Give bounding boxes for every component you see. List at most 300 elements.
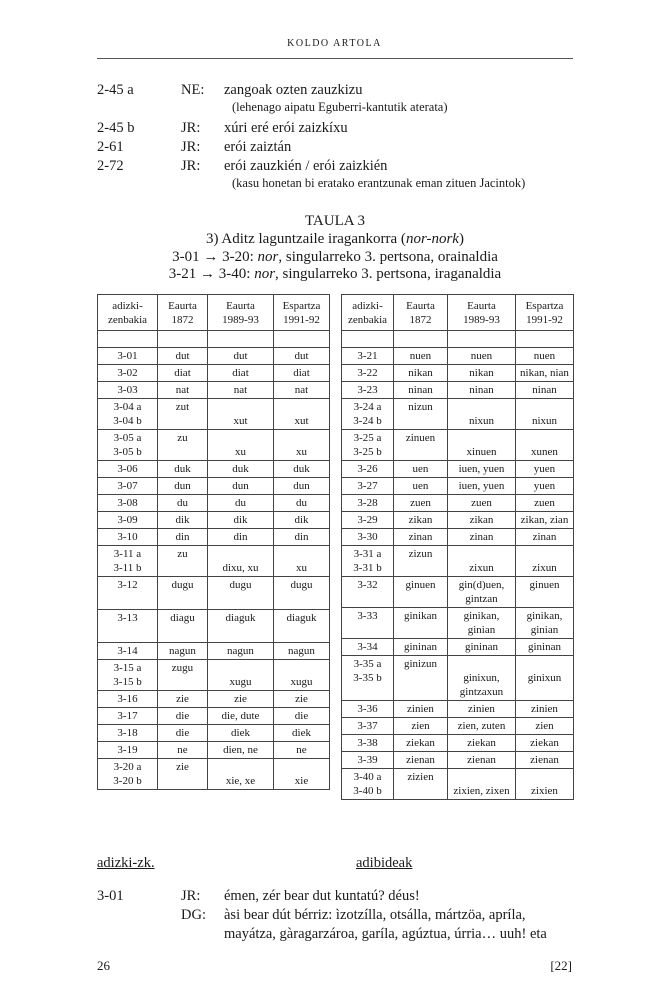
cell-line: 3-24 a <box>353 401 382 413</box>
form-cell <box>208 365 274 382</box>
cell-line <box>396 414 445 428</box>
cell-line: dugu <box>171 579 194 591</box>
form-number-cell <box>342 382 394 399</box>
cell-line: du <box>296 497 307 509</box>
form-cell <box>448 529 516 546</box>
speaker: NE: <box>181 82 205 98</box>
form-cell <box>274 691 330 708</box>
form-cell <box>208 577 274 610</box>
table-row <box>98 461 330 478</box>
section-label-forms: adizki-zk. <box>97 855 155 871</box>
form-cell <box>394 430 448 461</box>
verb-table-past <box>341 294 574 800</box>
cell-line: zinan <box>408 531 433 543</box>
form-cell <box>158 610 208 643</box>
form-number-cell <box>342 735 394 752</box>
form-cell <box>394 461 448 478</box>
form-cell <box>208 643 274 660</box>
example-code: 2-72 <box>97 158 124 174</box>
form-cell <box>516 399 574 430</box>
column-header: Espartza 1991-92 <box>516 295 574 331</box>
form-cell <box>516 769 574 800</box>
form-cell <box>274 512 330 529</box>
table-row <box>98 725 330 742</box>
form-cell <box>158 643 208 660</box>
form-number-cell <box>98 643 158 660</box>
cell-line <box>396 561 445 575</box>
cell-line: zinuen <box>405 432 436 444</box>
form-cell <box>448 735 516 752</box>
cell-line: die, dute <box>221 710 260 722</box>
header-rule <box>97 58 573 59</box>
cell-line: ginikan <box>404 610 437 622</box>
cell-line <box>518 431 571 445</box>
cell-line: dut <box>175 350 190 362</box>
form-cell <box>274 546 330 577</box>
example-note: (kasu honetan bi eratako erantzunak eman zituen Jacintok) <box>232 176 526 190</box>
cell-line: ne <box>296 744 307 756</box>
cell-line: diaguk <box>286 612 317 624</box>
cell-line: nat <box>294 384 309 396</box>
form-cell <box>158 348 208 365</box>
cell-line: dut <box>233 350 248 362</box>
cell-line: zut <box>175 401 190 413</box>
form-cell <box>516 752 574 769</box>
table-subtitle: 3) Aditz laguntzaile iragankorra (nor-nork) <box>206 231 464 247</box>
cell-line: 3-04 b <box>113 415 142 427</box>
cell-line <box>518 400 571 414</box>
table-row <box>98 742 330 759</box>
cell-line: diat <box>174 367 191 379</box>
cell-line: xunen <box>531 446 558 458</box>
cell-line: ginian <box>467 624 496 636</box>
table-row <box>342 461 574 478</box>
example-note: (lehenago aipatu Eguberri-kantutik aterata) <box>232 100 448 114</box>
form-number-cell <box>342 752 394 769</box>
cell-line: zizien <box>407 771 434 783</box>
cell-line: yuen <box>533 480 556 492</box>
cell-line: 3-15 b <box>113 676 142 688</box>
cell-line: nuen <box>409 350 432 362</box>
cell-line: zixun <box>469 562 494 574</box>
speaker: JR: <box>181 888 201 904</box>
form-cell <box>158 495 208 512</box>
form-cell <box>208 725 274 742</box>
form-cell <box>208 478 274 495</box>
form-cell <box>158 660 208 691</box>
cell-line: din <box>294 531 309 543</box>
cell-line: zikan <box>469 514 494 526</box>
form-cell <box>394 752 448 769</box>
cell-line: nagun <box>288 645 315 657</box>
cell-line: 3-38 <box>357 737 378 749</box>
cell-line: gininan <box>465 641 498 653</box>
cell-line: die <box>175 727 190 739</box>
cell-line: 3-31 b <box>353 562 382 574</box>
cell-line: 3-27 <box>357 480 378 492</box>
cell-line: 3-17 <box>117 710 138 722</box>
cell-line <box>160 414 205 428</box>
form-cell <box>274 348 330 365</box>
cell-line <box>160 675 205 689</box>
form-cell <box>394 639 448 656</box>
cell-line: nixun <box>468 415 495 427</box>
form-cell <box>394 478 448 495</box>
table-row <box>342 718 574 735</box>
cell-line: 3-34 <box>357 641 378 653</box>
form-cell <box>208 546 274 577</box>
form-cell <box>516 478 574 495</box>
cell-line: zikan <box>408 514 433 526</box>
form-cell <box>208 742 274 759</box>
form-number-cell <box>98 478 158 495</box>
column-header: Eaurta 1872 <box>394 295 448 331</box>
cell-line <box>276 400 327 414</box>
cell-line <box>518 685 571 699</box>
cell-line: 3-02 <box>117 367 138 379</box>
table-header-row <box>98 295 330 331</box>
cell-line: zixun <box>532 562 557 574</box>
form-cell <box>448 348 516 365</box>
cell-line: 3-37 <box>357 720 378 732</box>
cell-line: 3-40 b <box>353 785 382 797</box>
cell-line: xu <box>296 562 307 574</box>
form-cell <box>516 382 574 399</box>
form-cell <box>516 608 574 639</box>
form-number-cell <box>98 691 158 708</box>
cell-line <box>450 657 513 671</box>
form-cell <box>448 608 516 639</box>
cell-line: 3-18 <box>117 727 138 739</box>
cell-line: ginian <box>530 624 559 636</box>
form-cell <box>158 461 208 478</box>
table-row <box>342 430 574 461</box>
cell-line <box>344 685 391 699</box>
table-row <box>98 495 330 512</box>
cell-line: 3-23 <box>357 384 378 396</box>
table-row <box>98 546 330 577</box>
dialogue-line: émen, zér bear dut kuntatú? déus! <box>224 888 420 904</box>
table-row <box>342 735 574 752</box>
cell-line: zu <box>177 548 188 560</box>
column-header: Eaurta 1872 <box>158 295 208 331</box>
cell-line: ginixun <box>527 672 562 684</box>
form-number-cell <box>342 546 394 577</box>
cell-line: nikan, nian <box>520 367 569 379</box>
form-cell <box>448 546 516 577</box>
table-row <box>342 546 574 577</box>
cell-line: zie <box>176 693 189 705</box>
cell-line: 3-05 a <box>113 432 142 444</box>
table-header-row <box>342 295 574 331</box>
form-cell <box>274 708 330 725</box>
cell-line: nuen <box>533 350 556 362</box>
cell-line: zien <box>411 720 430 732</box>
table-row <box>342 399 574 430</box>
cell-line: zie <box>176 761 189 773</box>
cell-line: zixien, zixen <box>453 785 510 797</box>
form-number-cell <box>98 708 158 725</box>
form-number-cell <box>342 769 394 800</box>
example-text: erói zauzkién / erói zaizkién <box>224 158 388 174</box>
form-cell <box>448 577 516 608</box>
table-row <box>98 478 330 495</box>
column-header: Eaurta 1989-93 <box>208 295 274 331</box>
dialogue-line: mayátza, gàragarzároa, garíla, agúztua, úrria… uuh! eta <box>224 926 547 942</box>
form-cell <box>274 461 330 478</box>
cell-line: zuen <box>471 497 492 509</box>
cell-line: zienan <box>406 754 435 766</box>
form-cell <box>274 430 330 461</box>
cell-line: nizun <box>408 401 433 413</box>
cell-line: 3-40 a <box>353 771 382 783</box>
cell-line: 3-20 b <box>113 775 142 787</box>
table-row <box>342 769 574 800</box>
form-cell <box>394 546 448 577</box>
cell-line: nagun <box>169 645 196 657</box>
table-row <box>342 348 574 365</box>
cell-line: dik <box>294 514 309 526</box>
table-row <box>98 759 330 790</box>
table-label: TAULA 3 <box>304 213 366 229</box>
form-cell <box>394 382 448 399</box>
cell-line: 3-24 b <box>353 415 382 427</box>
cell-line: die <box>175 710 190 722</box>
cell-line <box>160 774 205 788</box>
form-cell <box>516 430 574 461</box>
cell-line: dixu, xu <box>222 562 259 574</box>
form-cell <box>158 529 208 546</box>
speaker: DG: <box>181 907 206 923</box>
cell-line: nixun <box>531 415 558 427</box>
cell-line: dugu <box>229 579 252 591</box>
cell-line: 3-13 <box>117 612 138 624</box>
cell-line <box>450 770 513 784</box>
form-cell <box>394 348 448 365</box>
page-reference: [22] <box>550 958 572 973</box>
form-number-cell <box>98 660 158 691</box>
cell-line: 3-08 <box>117 497 138 509</box>
column-header: Eaurta 1989-93 <box>448 295 516 331</box>
form-number-cell <box>98 742 158 759</box>
form-number-cell <box>98 546 158 577</box>
cell-line: dugu <box>290 579 313 591</box>
cell-line: 3-06 <box>117 463 138 475</box>
form-number-cell <box>342 608 394 639</box>
cell-line <box>276 760 327 774</box>
form-number-cell <box>342 718 394 735</box>
cell-line <box>160 445 205 459</box>
form-cell <box>394 577 448 608</box>
cell-line: 3-16 <box>117 693 138 705</box>
blank-row <box>342 331 574 348</box>
form-cell <box>158 365 208 382</box>
form-number-cell <box>98 461 158 478</box>
form-cell <box>208 430 274 461</box>
cell-line: 3-33 <box>357 610 378 622</box>
cell-line: nuen <box>470 350 493 362</box>
cell-line: uen <box>412 480 429 492</box>
cell-line: 3-04 a <box>113 401 142 413</box>
cell-line: 3-10 <box>117 531 138 543</box>
example-code: 2-61 <box>97 139 124 155</box>
cell-line: ginixun, <box>463 672 500 684</box>
table-row <box>342 478 574 495</box>
cell-line: nagun <box>227 645 254 657</box>
cell-line: diat <box>232 367 249 379</box>
cell-line <box>396 592 445 606</box>
form-cell <box>448 478 516 495</box>
form-cell <box>158 742 208 759</box>
cell-line: du <box>235 497 246 509</box>
table-row <box>342 639 574 656</box>
form-number-cell <box>342 365 394 382</box>
form-cell <box>274 382 330 399</box>
speaker: JR: <box>181 158 201 174</box>
form-number-cell <box>342 656 394 701</box>
form-cell <box>448 639 516 656</box>
cell-line: zienan <box>467 754 496 766</box>
form-cell <box>394 365 448 382</box>
cell-line: ginizun <box>404 658 437 670</box>
cell-line: xie, xe <box>225 775 256 787</box>
form-number-cell <box>342 495 394 512</box>
cell-line: 3-30 <box>357 531 378 543</box>
form-number-cell <box>342 461 394 478</box>
table-row <box>98 529 330 546</box>
cell-line: gininan <box>404 641 437 653</box>
form-cell <box>394 769 448 800</box>
section-label-examples: adibideak <box>356 855 413 871</box>
cell-line <box>518 592 571 606</box>
form-cell <box>208 382 274 399</box>
cell-line: xut <box>294 415 309 427</box>
cell-line: 3-01 <box>117 350 138 362</box>
cell-line: nat <box>175 384 190 396</box>
form-cell <box>448 430 516 461</box>
table-row <box>342 365 574 382</box>
form-cell <box>516 365 574 382</box>
cell-line: yuen <box>533 463 556 475</box>
form-cell <box>158 382 208 399</box>
form-cell <box>448 752 516 769</box>
form-cell <box>516 735 574 752</box>
form-cell <box>448 512 516 529</box>
dialogue-code: 3-01 <box>97 888 124 904</box>
example-text: zangoak ozten zauzkizu <box>224 82 363 98</box>
form-number-cell <box>342 430 394 461</box>
cell-line: zugu <box>171 662 194 674</box>
form-cell <box>208 461 274 478</box>
cell-line: dik <box>175 514 190 526</box>
cell-line <box>396 671 445 685</box>
form-cell <box>516 639 574 656</box>
cell-line: zinan <box>469 531 494 543</box>
cell-line: zie <box>234 693 247 705</box>
table-row <box>98 643 330 660</box>
cell-line <box>518 547 571 561</box>
form-number-cell <box>342 512 394 529</box>
form-cell <box>516 718 574 735</box>
cell-line <box>518 657 571 671</box>
cell-line: 3-21 <box>357 350 378 362</box>
example-text: xúri eré erói zaizkíxu <box>224 120 348 136</box>
form-number-cell <box>98 577 158 610</box>
cell-line: gin(d)uen, <box>458 579 505 591</box>
cell-line: ninan <box>532 384 557 396</box>
form-cell <box>448 399 516 430</box>
cell-line <box>276 661 327 675</box>
example-code: 2-45 b <box>97 120 135 136</box>
table-row <box>98 660 330 691</box>
cell-line: ziekan <box>406 737 435 749</box>
table-row <box>98 348 330 365</box>
cell-line: diaguk <box>225 612 256 624</box>
form-cell <box>208 495 274 512</box>
cell-line: zu <box>177 432 188 444</box>
table-subtitle: 3-01 → 3-20: nor, singularreko 3. pertsona, orainaldia <box>172 249 498 265</box>
form-number-cell <box>342 478 394 495</box>
cell-line: iuen, yuen <box>458 463 505 475</box>
form-number-cell <box>98 610 158 643</box>
form-cell <box>394 701 448 718</box>
cell-line: ginuen <box>529 579 560 591</box>
cell-line: dun <box>232 480 249 492</box>
cell-line: ninan <box>469 384 494 396</box>
table-row <box>98 399 330 430</box>
table-row <box>98 691 330 708</box>
cell-line: zikan, zian <box>520 514 569 526</box>
cell-line: zien, zuten <box>457 720 506 732</box>
cell-line: din <box>233 531 248 543</box>
cell-line: 3-28 <box>357 497 378 509</box>
cell-line: dien, ne <box>223 744 258 756</box>
form-cell <box>158 478 208 495</box>
form-number-cell <box>342 701 394 718</box>
cell-line: zizun <box>408 548 433 560</box>
form-number-cell <box>98 348 158 365</box>
cell-line: 3-09 <box>117 514 138 526</box>
cell-line <box>210 547 271 561</box>
speaker: JR: <box>181 120 201 136</box>
table-row <box>342 512 574 529</box>
form-cell <box>394 399 448 430</box>
cell-line: 3-15 a <box>113 662 142 674</box>
cell-line: 3-03 <box>117 384 138 396</box>
form-cell <box>394 495 448 512</box>
form-cell <box>516 461 574 478</box>
form-cell <box>208 348 274 365</box>
cell-line <box>396 445 445 459</box>
table-row <box>98 610 330 643</box>
cell-line: gintzan <box>465 593 498 605</box>
cell-line: zie <box>295 693 308 705</box>
cell-line: ziekan <box>467 737 496 749</box>
table-row <box>342 495 574 512</box>
cell-line: 3-25 b <box>353 446 382 458</box>
form-cell <box>208 399 274 430</box>
cell-line: xugu <box>290 676 313 688</box>
table-row <box>342 529 574 546</box>
cell-line: diat <box>293 367 310 379</box>
form-cell <box>208 512 274 529</box>
table-subtitle: 3-21 → 3-40: nor, singularreko 3. pertsona, iraganaldia <box>168 266 502 282</box>
form-cell <box>274 577 330 610</box>
form-cell <box>158 577 208 610</box>
cell-line: diagu <box>170 612 195 624</box>
form-cell <box>394 656 448 701</box>
cell-line: iuen, yuen <box>458 480 505 492</box>
